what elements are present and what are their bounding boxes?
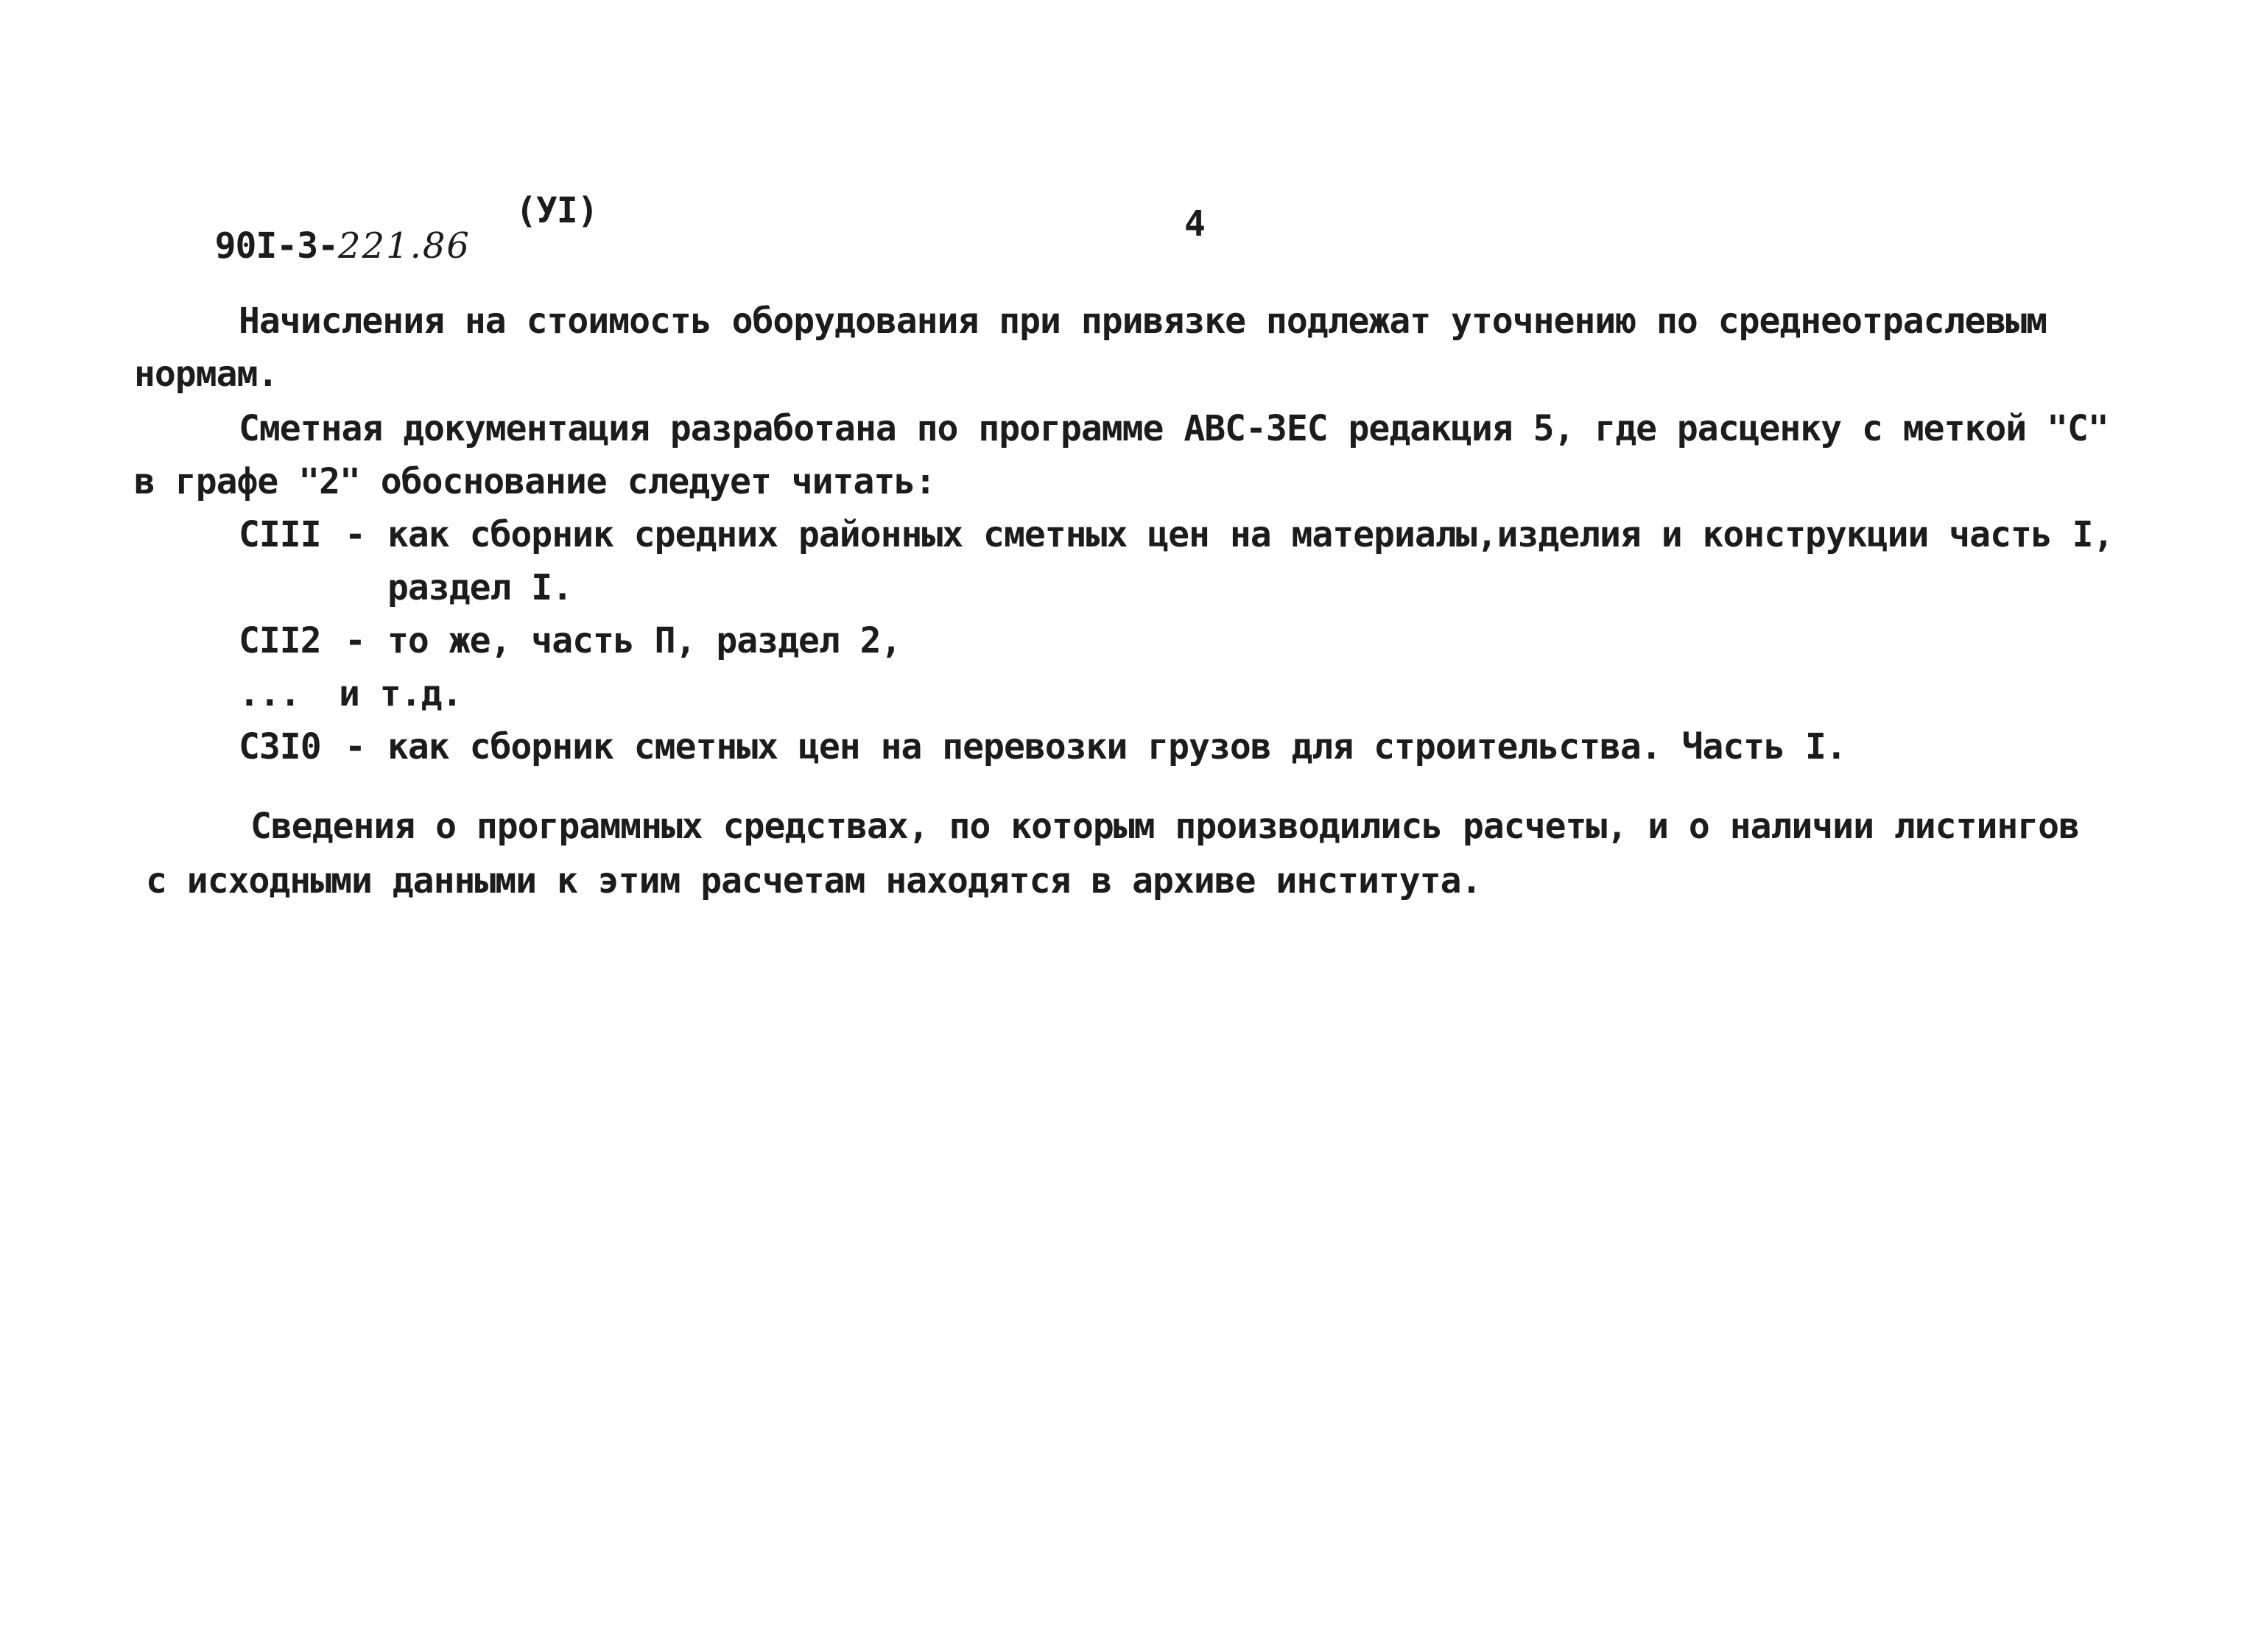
ellipsis: ... xyxy=(239,673,300,714)
para2-line1: Сметная документация разработана по программе АВС-3ЕС редакция 5, где расценку с меткой "С" xyxy=(239,408,2109,449)
doc-code-prefix: 90I-3- xyxy=(214,225,338,267)
page-number: 4 xyxy=(1184,203,1205,245)
item3-dash: - xyxy=(345,726,365,767)
volume-label: (УI) xyxy=(516,190,598,231)
item3-code: С3I0 xyxy=(239,726,321,767)
etc-text: и т.д. xyxy=(339,673,463,714)
item2-text: то же, часть П, раздел 2, xyxy=(387,620,901,661)
doc-code xyxy=(133,193,471,299)
item2-dash: - xyxy=(345,620,365,661)
para1-line1: Начисления на стоимость оборудования при привязке подлежат уточнению по среднеотраслевым xyxy=(239,300,2047,342)
item1-dash: - xyxy=(345,514,365,555)
item1-text-line1: как сборник средних районных сметных цен на материалы,изделия и конструкции часть I, xyxy=(387,514,2114,555)
para3-line2: с исходными данными к этим расчетам находятся в архиве института. xyxy=(146,860,1482,901)
item1-code: СIII xyxy=(239,514,321,555)
item3-text: как сборник сметных цен на перевозки грузов для строительства. Часть I. xyxy=(387,726,1846,767)
para3-line1: Сведения о программных средствах, по которым производились расчеты, и о наличии листингов xyxy=(250,806,2079,847)
item2-code: СII2 xyxy=(239,620,321,661)
para1-line2: нормам. xyxy=(134,354,278,395)
para2-line2: в графе "2" обоснование следует читать: xyxy=(134,461,936,502)
doc-code-handwritten: 221.86 xyxy=(337,225,471,267)
item1-text-line2: раздел I. xyxy=(387,567,573,608)
